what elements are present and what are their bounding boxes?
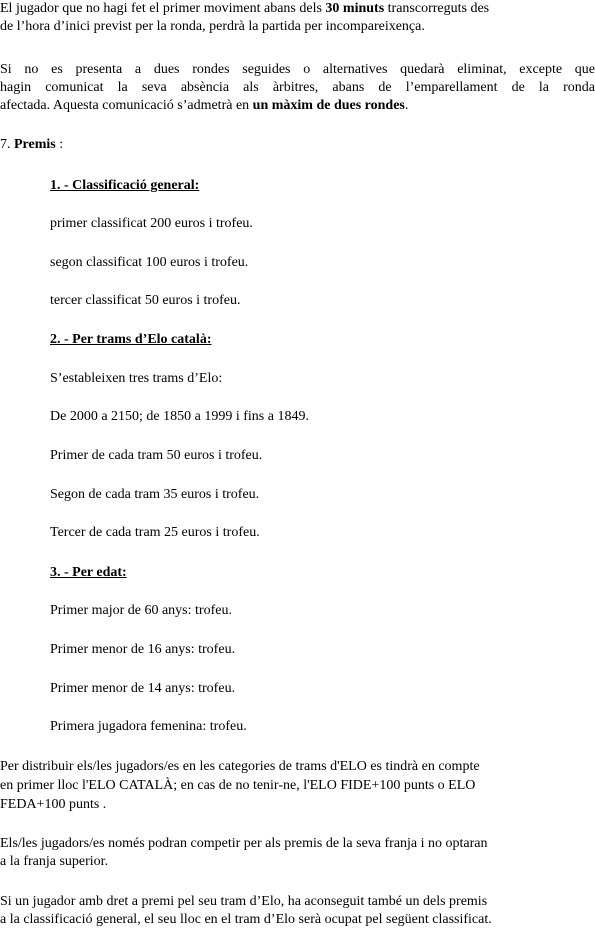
list-item: Primer major de 60 anys: trofeu.: [50, 603, 232, 618]
paragraph-2-line-2: hagin comunicat la seva absència als àrbitres, abans de l’emparellament de la ronda: [0, 80, 595, 95]
list-item: segon classificat 100 euros i trofeu.: [50, 255, 249, 270]
bold-text: un màxim de dues rondes: [252, 98, 405, 113]
paragraph-5-line-1: Si un jugador amb dret a premi pel seu tram d’Elo, ha aconseguit també un dels premis: [0, 894, 488, 909]
heading-general: 1. - Classificació general:: [50, 178, 200, 193]
paragraph-5-line-2: a la classificació general, el seu lloc en el tram d’Elo serà ocupat pel següent classificat.: [0, 912, 492, 927]
list-item: primer classificat 200 euros i trofeu.: [50, 216, 253, 231]
section-name: Premis: [14, 137, 56, 152]
heading-age: 3. - Per edat:: [50, 565, 127, 580]
section-title: [0, 136, 63, 154]
section-suffix: :: [55, 137, 64, 152]
list-item: De 2000 a 2150; de 1850 a 1999 i fins a 1849.: [50, 409, 309, 424]
list-item: Segon de cada tram 35 euros i trofeu.: [50, 487, 260, 502]
paragraph-2-line-1: Si no es presenta a dues rondes seguides o alternatives quedarà eliminat, excepte que: [0, 62, 595, 77]
list-item: tercer classificat 50 euros i trofeu.: [50, 293, 241, 308]
paragraph-3-line-2: en primer lloc l'ELO CATALÀ; en cas de no tenir-ne, l'ELO FIDE+100 punts o ELO: [0, 778, 476, 793]
paragraph-2-line-3: [0, 97, 408, 115]
text-run: afectada. Aquesta comunicació s’admetrà en: [0, 98, 253, 113]
text-run: .: [404, 98, 409, 113]
paragraph-3-line-3: FEDA+100 punts .: [0, 797, 107, 812]
paragraph-1-line-2: de l’hora d’inici previst per la ronda, perdrà la partida per incompareixença.: [0, 19, 425, 34]
paragraph-4-line-2: a la franja superior.: [0, 854, 109, 869]
section-number: 7.: [0, 137, 14, 152]
list-item: Tercer de cada tram 25 euros i trofeu.: [50, 525, 260, 540]
paragraph-1-line-1: [0, 0, 489, 18]
paragraph-4-line-1: Els/les jugadors/es només podran competir per als premis de la seva franja i no optaran: [0, 836, 488, 851]
list-item: Primer de cada tram 50 euros i trofeu.: [50, 448, 263, 463]
heading-elo: 2. - Per trams d’Elo català:: [50, 332, 212, 347]
list-item: S’estableixen tres trams d’Elo:: [50, 371, 223, 386]
text-run: transcorreguts des: [384, 1, 490, 16]
list-item: Primer menor de 16 anys: trofeu.: [50, 642, 236, 657]
list-item: Primer menor de 14 anys: trofeu.: [50, 681, 236, 696]
text-run: El jugador que no hagi fet el primer moviment abans dels: [0, 1, 326, 16]
paragraph-3-line-1: Per distribuir els/les jugadors/es en les categories de trams d'ELO es tindrà en compte: [0, 759, 480, 774]
bold-text: 30 minuts: [325, 1, 385, 16]
list-item: Primera jugadora femenina: trofeu.: [50, 719, 247, 734]
